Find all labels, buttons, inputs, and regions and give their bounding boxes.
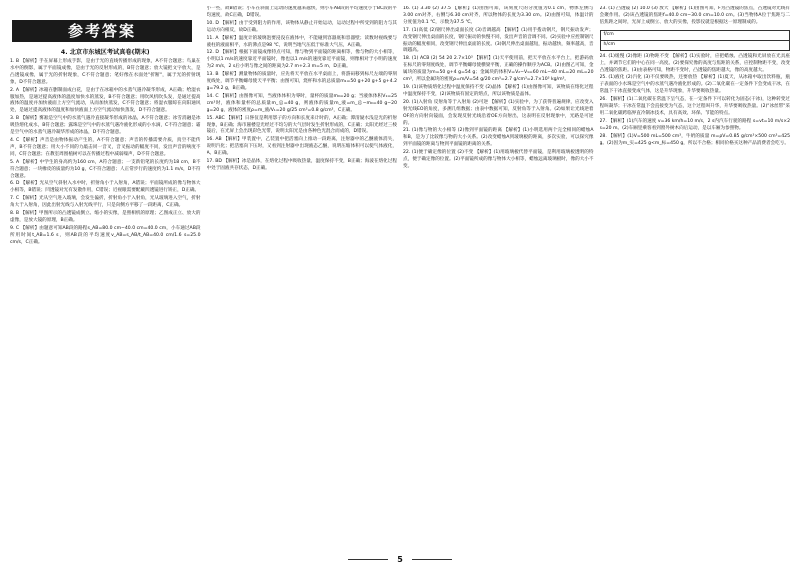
answer-paragraph: 26. 【解析】(1)二氧化碳在常温下呈气态，在一定条件下可以转化为固态(干冰)，这种转变过程叫凝华；干冰在常温下会直接变为气态，这个过程叫升华，升华要吸收热量。(2)"冰丝带"采用二氧化碳跨临界直冷制冰技术，具有高效、环保、节能的特点。 bbox=[599, 97, 790, 116]
column-4 bbox=[600, 6, 791, 546]
text-columns bbox=[10, 6, 790, 546]
answer-paragraph: 13. B 【解析】测量物体的质量时，应先将天平放在水平桌面上，将游码移到标尺左端的零刻度线处，调节平衡螺母使天平平衡；由图可知，烧杯和水的总质量m₁=50 g+20 g+5 g+4.2 g=79.2 g，B正确。 bbox=[206, 72, 397, 91]
answer-paragraph: 18. (1) ACB (2) 54 20 2.7×10³ 【解析】(1)天平使用前，把天平放在水平台上，把游码放在标尺的零刻度线处，调节平衡螺母使横梁平衡，正确的操作顺序为ACB。(2)由图乙可知，金属块的质量为m=50 g+4 g=54 g；金属块的体积V=V₂−V₁=60 mL−40 mL=20 mL=20 cm³，所以金属块的密度ρ=m/V=54 g/20 cm³=2.7 g/cm³=2.7×10³ kg/m³。 bbox=[403, 56, 594, 83]
column-3 bbox=[403, 6, 594, 546]
answer-paragraph: 21. (1)像与物的大小相等 (2)像到平面镜的距离 【解析】(1)小明选用两个完全相同的蜡烛A和B，是为了比较像与物的大小关系。(2)改变蜡烛A到玻璃板的距离，多次实验，可以探究像到平面镜的距离与物到平面镜的距离的关系。 bbox=[403, 128, 594, 148]
answer-paragraph: 11. A 【解析】温度计的玻璃泡要浸没在液体中，不能碰到容器底和容器壁；读数时视线要与液柱的液面相平，水的沸点是98 ℃，说明当地气压低于标准大气压，A正确。 bbox=[206, 35, 397, 48]
answer-paragraph: 小一些，故B错误；小车在斜面上运动的速度越来越快，则小车AB段的平均速度小于BC段的平均速度，故C正确，D错误。 bbox=[206, 6, 397, 18]
answer-paragraph: 7. C 【解析】光从空气进入玻璃，会发生偏折，折射角小于入射角，光从玻璃进入空气，折射角大于入射角，因此出射光线与入射光线平行，只是向侧方平移了一段距离，C正确。 bbox=[10, 196, 201, 209]
answer-paragraph: 4. C 【解析】声音是由物体振动产生的，A不符合题意；声音的传播需要介质，真空不能传声，B不符合题意；用大小不同的力敲击同一音叉，音叉振动的幅度不同，发出声音的响度不同，C符合题意；在教室周围植树可以在传播过程中减弱噪声，D不符合题意。 bbox=[10, 137, 201, 157]
answer-paragraph: 12. D 【解析】根据下面镜成像特点可知，像与物到平面镜的距离相等，像与物的大小相等，小明以1 m/s的速度靠近平面镜时，像也以1 m/s的速度靠近平面镜，则像相对于小明的速度为2 m/s，2 s后小明与像之间的距离为2.7 m+2.3 m=5 m，D正确。 bbox=[206, 50, 397, 70]
answer-paragraph: 22. (1)便于确定像的位置 (2)不变 【解析】(1)用玻璃板代替平面镜，是利用玻璃板透明的特点，便于确定像的位置。(2)平面镜所成的像与物体大小相等，蜡烛远离玻璃板时，像的大小不变。 bbox=[403, 150, 594, 169]
page-number: 5 bbox=[397, 555, 403, 564]
section-title: 4. 北京市东城区考试真卷(期末) bbox=[60, 49, 150, 56]
data-table bbox=[600, 30, 791, 51]
column-1 bbox=[10, 6, 201, 546]
answer-paragraph: 17. (1)高低 (2)钢尺伸出桌面长度 (3)音调越高 【解析】(1)用手拨动钢尺，钢尺振动发声；改变钢尺伸出桌面的长度，钢尺振动的快慢不同，发出声音的音调不同。(2)实验中应控制钢尺振动的幅度相同，改变钢尺伸出桌面的长度。(3)钢尺伸出桌面越短，振动越快，频率越高，音调越高。 bbox=[403, 27, 594, 54]
page-title: 参考答案 bbox=[67, 22, 136, 40]
answer-paragraph: 17. BD 【解析】冰是晶体，在熔化过程中吸收热量，温度保持不变，B正确；海波在熔化过程中处于固液共存状态，D正确。 bbox=[206, 159, 397, 171]
footer-rule-left bbox=[348, 559, 388, 560]
page-title-banner bbox=[12, 20, 192, 42]
answer-paragraph: 16. AB 【解析】甲装置中，乙装置中把活塞向上推动一段距离，注射器中的乙醚液体消失，说明汽化；把活塞向下压时，又看到注射器中出现液态乙醚，说明压缩体积可以使气体液化，A、B正确。 bbox=[206, 137, 397, 157]
answer-paragraph: 19. (1)该物质熔化过程中温度保持不变 (2)晶体 【解析】(1)由图像可知，该物质在熔化过程中温度保持不变，(2)该物质有固定的熔点，所以该物质是晶体。 bbox=[403, 84, 594, 97]
answer-paragraph: 2. A 【解析】冰箱在删制面成白花，是由于在冰箱中的水蒸气遇冷凝华形成，A正确；给湿衣服加热，是通过提高液体的温度加快水的蒸发，B不符合题意；用吹风机吹头发，是通过提高液体的温度并加快液面上方空气流动，从而加快蒸发，C不符合题意；将湿衣服晾在向阳通风处，是通过提高液体的温度和加快液面上方空气流动加快蒸发，D不符合题意。 bbox=[10, 87, 201, 114]
answer-paragraph: 20. (1)入射角 反射角等于入射角 (2)可逆 【解析】(1)实验中，为了获得普遍规律，应改变入射光线EO的角度，多测几组数据；由表中数据可知，反射角等于入射角。(2)如果让光线逆着OF的方向射向镜面，会发现反射光线沿着OE方向射出，这表明在反射现象中，光路是可逆的。 bbox=[403, 99, 594, 126]
answer-paragraph: 25. (1)液化 (2)汽化 (3)不仅要吸热，还要放热 【解析】(1)夏天，从冰箱中取出饮料瓶，瓶子表面的小水珠是空气中的水蒸气遇冷液化形成的。(2)二氧化碳在一定条件下会变成干冰，在常温下干冰直接变成气体，这是升华现象，升华要吸收热量。 bbox=[599, 75, 790, 95]
answer-paragraph: 24. (1)缓慢 (2)像距 (3)物距不变 【解析】(1)实验时，应把蜡烛、凸透镜和光屏放在光具座上，并调节它们的中心在同一高度。(2)要探究像的高度与焦距的关系，应控制物距不变，改变凸透镜的焦距。(3)由表格可知，物距不变时，凸透镜的焦距越大，像的高度越大。 bbox=[599, 53, 790, 73]
table-row bbox=[600, 40, 790, 50]
page-footer bbox=[0, 555, 800, 564]
answer-paragraph: 28. 【解析】(1)V=500 mL=500 cm³，牛奶的质量 m=ρV=0.85 g/cm³×500 cm³=425 g。(2)因为m_实=425 g<m_标=450 g，所以不合格；相同价格买这种产品消费者会吃亏。 bbox=[599, 133, 790, 146]
answer-paragraph: 15. ABC 【解析】日晷仪是利用影子的方向和长度来计时的，A正确；潭清疑水浅是光的折射现象，B正确；海市蜃楼是光经过不均匀的大气层时发生折射形成的，C正确；太阳光经过三棱镜后，在光屏上会出现彩色光带，说明太阳光是由各种色光混合而成的，D错误。 bbox=[206, 115, 397, 135]
answer-paragraph: 8. B 【解析】甲图所示的凸透镜成倒立、缩小的实像，是照相机的原理；乙图成正立、放大的虚像，是放大镜的原理，B正确。 bbox=[10, 211, 201, 223]
answer-paragraph: 1. B 【解析】手在屏幕上形成手影，是由于光的直线传播形成的现象，A不符合题意；鸟巢在水中的倒影，属于平面镜成像，是由于光的反射形成的，B符合题意；放大镜把文字放大，是凸透镜成像，属于光的折射现象，C不符合题意；笔好像在水面处"折断"，属于光的折射现象，D不符合题意。 bbox=[10, 59, 201, 85]
table-row-label: f/cm bbox=[600, 30, 790, 40]
answer-paragraph: 27. 【解析】(1)汽车的速度 v=36 km/h=10 m/s，2 s内汽车行驶的路程 s=vt=10 m/s×2 s=20 m。(2)车厢里乘客看到窗外树木向后运动，是以车厢为参照物。 bbox=[599, 118, 790, 131]
answer-paragraph: 16. (1) 3.30 (2) 37.5 【解析】(1)由图可知，该刻度尺的分度值为0.1 cm，物体左侧与3.00 cm对齐，右侧与6.30 cm对齐，所以物体的长度为3.30 cm。(2)由图可知，体温计的分度值为0.1 ℃，示数为37.5 ℃。 bbox=[403, 6, 594, 25]
table-row bbox=[600, 30, 790, 40]
answer-paragraph: 23. (1) 凸透镜 (2) 10.0 (3) 放大 【解析】(1)由图可知，F为凸透镜的焦点，凸透镜对光线有会聚作用。(2)该凸透镜的焦距f=40.0 cm−30.0 cm=10.0 cm。(3)当物体A位于焦距与二倍焦距之间时，光屏上成倒立、放大的实像，投影仪就是根据这一原理制成的。 bbox=[599, 6, 790, 25]
answer-paragraph: 10. D 【解析】由于受到阻力的作用，该物体从静止开始运动，运动过程中所受到的阻力与其运动方向相反，故D正确。 bbox=[206, 20, 397, 33]
answer-paragraph: 9. C 【解析】由题意可知AB段的路程s_AB=80.0 cm−40.0 cm=40.0 cm，小车通过AB段所用时间t_AB=1.6 s，则AB段的平均速度v_AB=s_AB/t_AB=40.0 cm/1.6 s=25.0 cm/s，C正确。 bbox=[10, 225, 201, 245]
footer-rule-right bbox=[412, 559, 452, 560]
answer-paragraph: 6. D 【解析】光从空气斜射入水中时，折射角小于入射角，A错误；平面镜所成的像与物体大小相等，B错误；凹透镜对光有发散作用，C错误；近视眼需要配戴凹透镜进行矫正，D正确。 bbox=[10, 181, 201, 194]
answer-paragraph: 3. B 【解析】雾凇是空气中的水蒸气遇冷直接凝华形成的冰晶，A不符合题意；冰雪消融是冰吸热熔化成水，B符合题意；露珠是空气中的水蒸气遇冷液化形成的小水滴，C不符合题意；霜是空气中的水蒸气遇冷凝华形成的冰晶，D不符合题意。 bbox=[10, 116, 201, 136]
column-2 bbox=[207, 6, 398, 546]
table-row-label: h/cm bbox=[600, 40, 790, 50]
answer-paragraph: 14. C 【解析】由图像可知，当液体体积为零时，量杯的质量m₀=20 g；当液体体积V₁=25 cm³时，液体和量杯的总质量m_总=40 g，则液体的质量m_液=m_总−m₀=40 g−20 g=20 g，液体的密度ρ=m_液/V₁=20 g/25 cm³=0.8 g/cm³，C正确。 bbox=[206, 93, 397, 113]
answer-paragraph: 5. A 【解析】中学生的身高约为160 cm，A符合题意；一支新铅笔的长度约为18 cm，B不符合题意；一块橡皮的质量约为10 g，C不符合题意；人正常步行的速度约为1.1 m/s，D不符合题意。 bbox=[10, 159, 201, 179]
